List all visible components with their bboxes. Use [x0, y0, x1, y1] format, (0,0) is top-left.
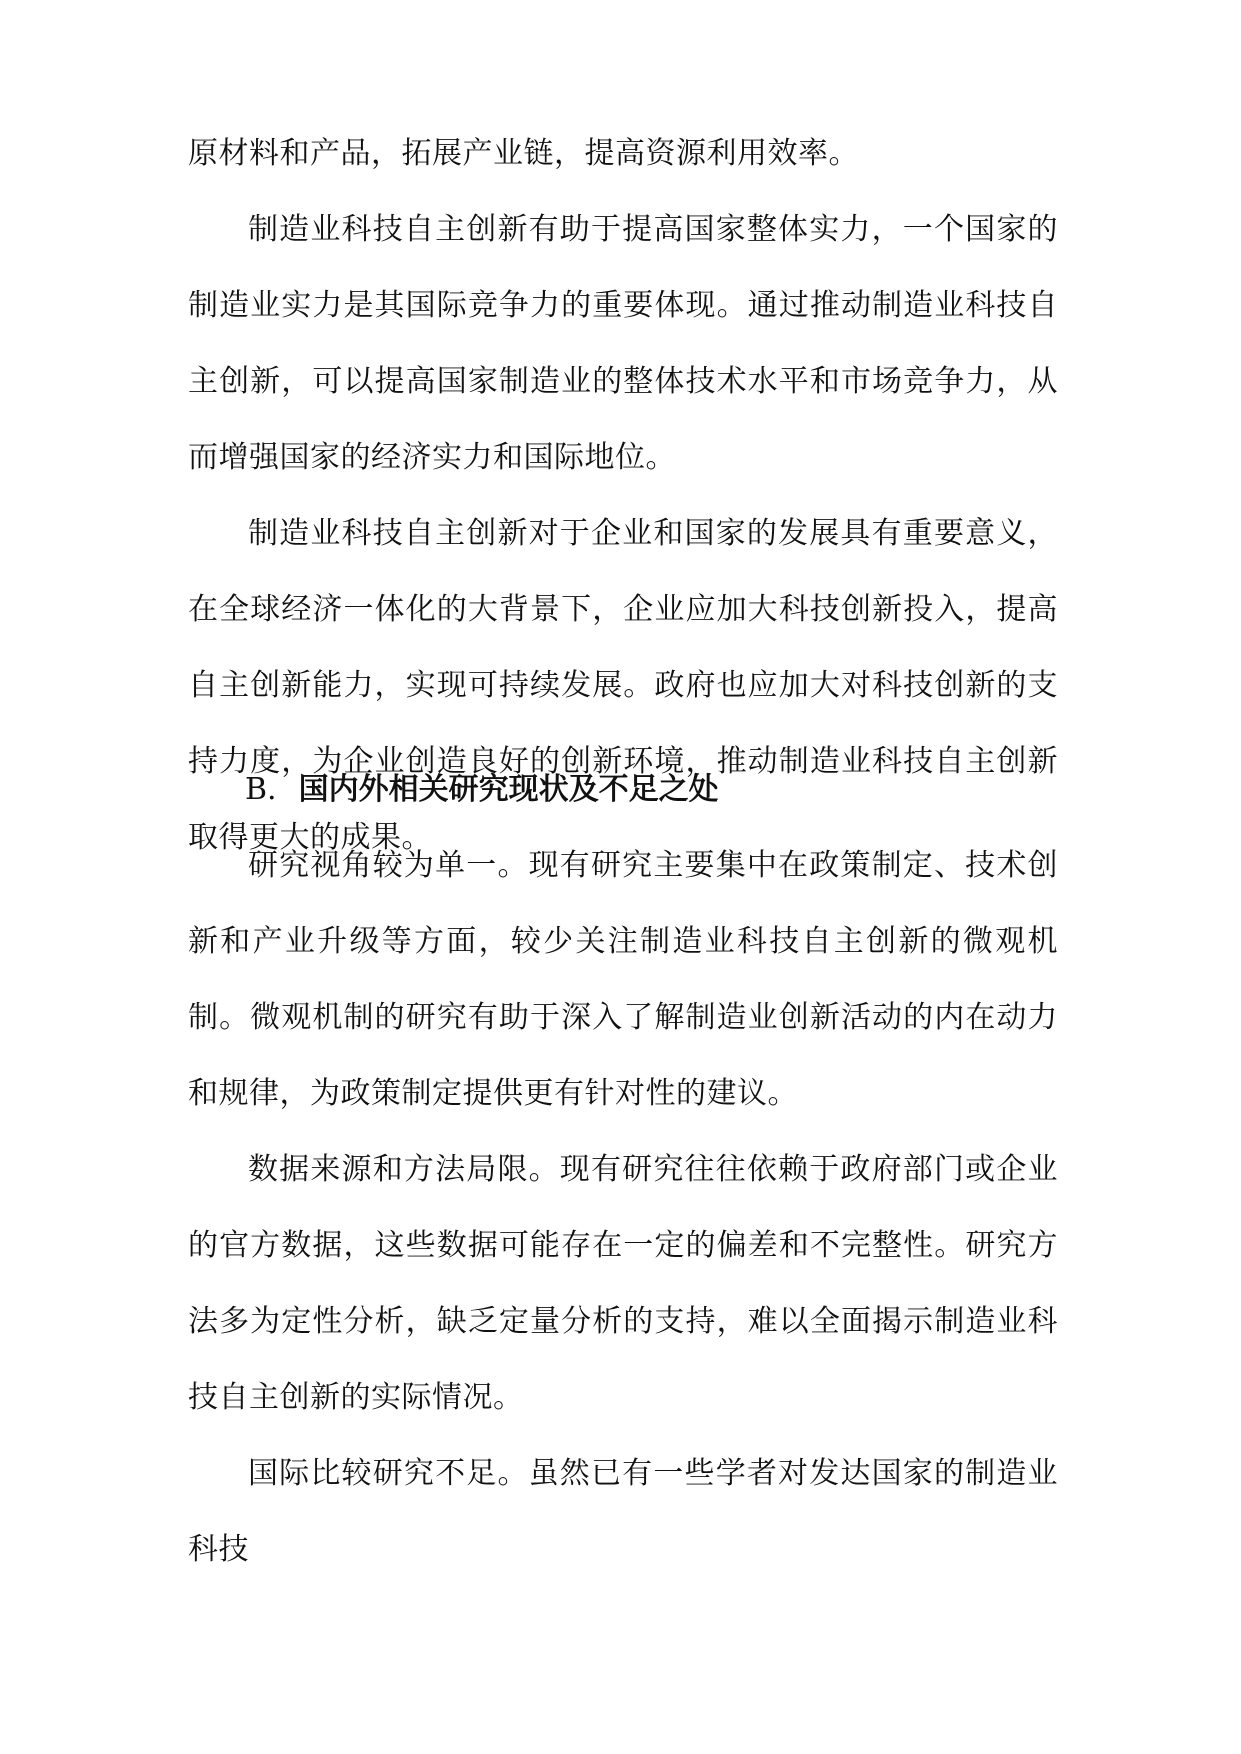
paragraph-data-methods: 数据来源和方法局限。现有研究往往依赖于政府部门或企业的官方数据，这些数据可能存在一定的偏差和不完整性。研究方法多为定性分析，缺乏定量分析的支持，难以全面揭示制造业科技自主创新的实际情况。 — [188, 1152, 1058, 1415]
section-heading-title: 国内外相关研究现状及不足之处 — [298, 772, 719, 807]
paragraph-international-comparison: 国际比较研究不足。虽然已有一些学者对发达国家的制造业科技 — [188, 1456, 1058, 1567]
paragraph-significance: 制造业科技自主创新对于企业和国家的发展具有重要意义，在全球经济一体化的大背景下，企业应加大科技创新投入，提高自主创新能力，实现可持续发展。政府也应加大对科技创新的支持力度，为企业创造良好的创新环境，推动制造业科技自主创新取得更大的成果。 — [188, 516, 1058, 855]
section-heading — [245, 752, 719, 828]
paragraph-national-strength: 制造业科技自主创新有助于提高国家整体实力，一个国家的制造业实力是其国际竞争力的重要体现。通过推动制造业科技自主创新，可以提高国家制造业的整体技术水平和市场竞争力，从而增强国家的经济实力和国际地位。 — [188, 212, 1058, 475]
section-heading-number: B. — [245, 772, 277, 807]
section-2-body — [188, 828, 1058, 1588]
paragraph-research-perspective: 研究视角较为单一。现有研究主要集中在政策制定、技术创新和产业升级等方面，较少关注制造业科技自主创新的微观机制。微观机制的研究有助于深入了解制造业创新活动的内在动力和规律，为政策制定提供更有针对性的建议。 — [188, 848, 1058, 1111]
paragraph-continuation: 原材料和产品，拓展产业链，提高资源利用效率。 — [188, 136, 859, 171]
